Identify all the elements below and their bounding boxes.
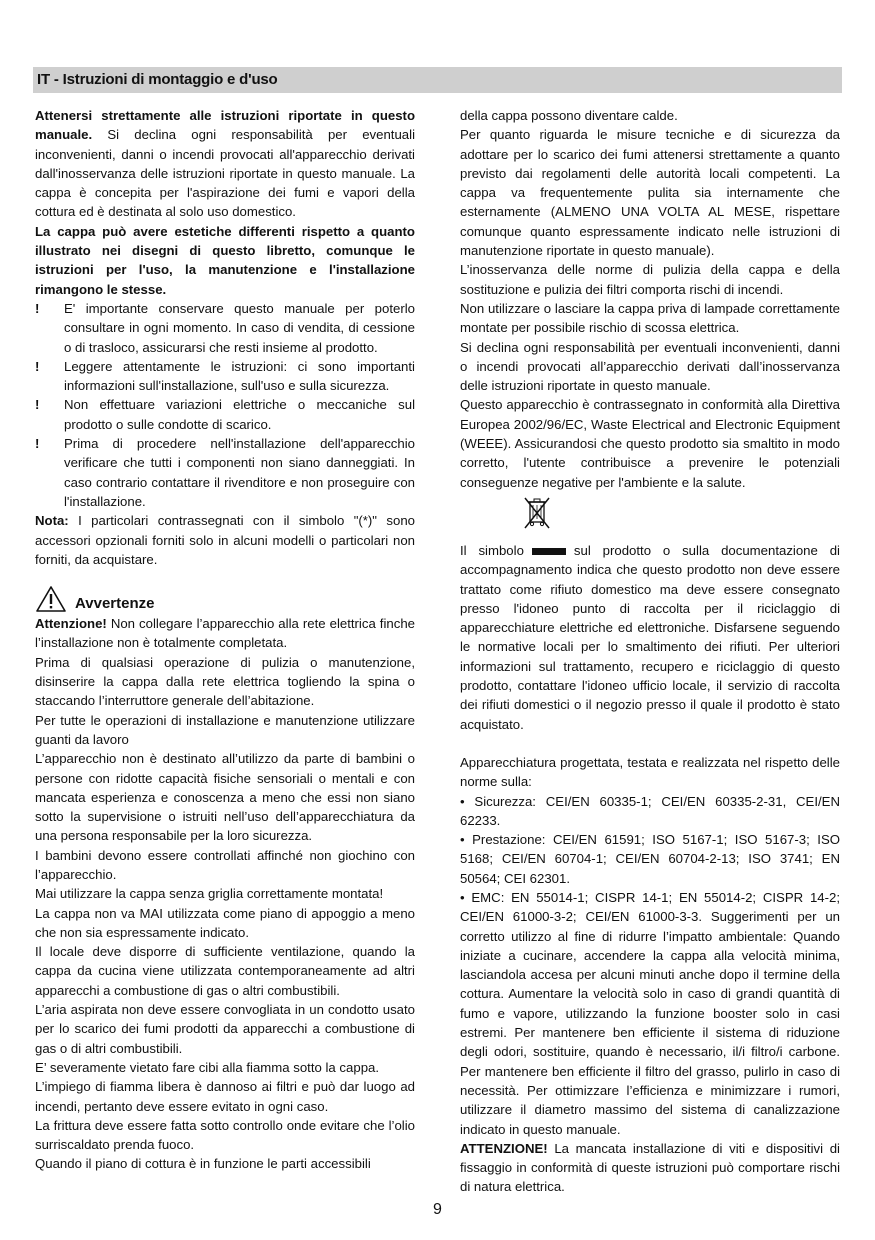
warning-paragraph: Prima di qualsiasi operazione di pulizia o manutenzione, disinserire la cappa dalla rete elettrica togliendo la spina o staccando l’interruttore generale dell’abitazione. <box>35 654 415 709</box>
right-column <box>460 106 840 1197</box>
warning-paragraph: L’apparecchio non è destinato all’utilizzo da parte di bambini o persone con ridotte capacità fisiche sensoriali o mentali e con mancata esperienza e conoscenza a meno che essi non siano sotto la supervisione o istruiti nell’uso dell’apparecchiatura da una persona responsabile per la loro sicurezza. <box>35 751 415 844</box>
section-header <box>33 67 842 93</box>
info-paragraph: L’inosservanza delle norme di pulizia della cappa e della sostituzione e pulizia dei filtri comporta rischi di incendi. <box>460 262 840 297</box>
bullet-item: ! Leggere attentamente le istruzioni: ci sono importanti informazioni sull'installazione, sull'uso e sulla sicurezza. <box>35 358 415 394</box>
left-column <box>35 106 415 1174</box>
norm-item: • Sicurezza: CEI/EN 60335-1; CEI/EN 60335-2-31, CEI/EN 62233. <box>460 793 840 828</box>
final-warning: ATTENZIONE! La mancata installazione di viti e dispositivi di fissaggio in conformità di queste istruzioni può comportare rischi di natura elettrica. <box>460 1140 840 1195</box>
bullet-item: ! E' importante conservare questo manuale per poterlo consultare in ogni momento. In caso di vendita, di cessione o di trasloco, assicurarsi che resti insieme al prodotto. <box>35 300 415 355</box>
bullet-item: ! Prima di procedere nell'installazione dell'apparecchio verificare che tutti i componenti non siano danneggiati. In caso contrario contattare il rivenditore e non proseguire con l'installazione. <box>35 436 415 509</box>
norm-item: • EMC: EN 55014-1; CISPR 14-1; EN 55014-2; CISPR 14-2; CEI/EN 61000-3-2; CEI/EN 61000-3-3. Suggerimenti per un corretto utilizzo al fine di ridurre l’impatto ambientale: Quando iniziate a cucinare, accendere la cappa alla velocità minima, lasciandola accesa per alcuni minuti anche dopo il termine della cottura. Aumentare la velocità solo in caso di grandi quantità di fumo e vapore, utilizzando la funzione booster solo in casi estremi. Per mantenere ben efficiente il sistema di riduzione degli odori, sostituire, quando è necessario, il/i filtro/i carbone. Per mantenere ben efficiente il filtro del grasso, pulirlo in caso di necessità. Per ottimizzare l’efficienza e minimizzare i rumori, utilizzare il diametro massimo del sistema di canalizzazione indicato in questo manuale. <box>460 889 840 1137</box>
warning-paragraph: La cappa non va MAI utilizzata come piano di appoggio a meno che non sia espressamente indicato. <box>35 905 415 940</box>
norm-item: • Prestazione: CEI/EN 61591; ISO 5167-1; ISO 5167-3; ISO 5168; CEI/EN 60704-1; CEI/EN 60704-2-13; ISO 3741; EN 50564; CEI 62301. <box>460 832 840 886</box>
section-title: IT - Istruzioni di montaggio e d'uso <box>37 71 278 88</box>
crossed-bin-icon <box>522 496 552 534</box>
warning-paragraph: La frittura deve essere fatta sotto controllo onde evitare che l’olio surriscaldato prenda fuoco. <box>35 1117 415 1153</box>
warning-paragraph: E’ severamente vietato fare cibi alla fiamma sotto la cappa. <box>35 1059 380 1075</box>
norms-intro: Apparecchiatura progettata, testata e realizzata nel rispetto delle norme sulla: <box>460 754 840 790</box>
info-paragraph: Non utilizzare o lasciare la cappa priva di lampade correttamente montate per possibile rischio di scossa elettrica. <box>460 300 840 336</box>
attention-paragraph: Attenzione! Non collegare l’apparecchio alla rete elettrica finche l’installazione non è totalmente completata. <box>35 616 415 651</box>
warning-paragraph: L’impiego di fiamma libera è dannoso ai filtri e può dar luogo ad incendi, pertanto deve essere evitato in ogni caso. <box>35 1079 415 1114</box>
weee-bar-symbol <box>532 548 566 555</box>
info-paragraph: Questo apparecchio è contrassegnato in conformità alla Direttiva Europea 2002/96/EC, Waste Electrical and Electronic Equipment (WEEE). Assicurandosi che questo prodotto sia smaltito in modo corretto, l'utente contribuisce a prevenire le potenziali conseguenze negative per l'ambiente e la salute. <box>460 397 840 490</box>
warning-paragraph: Il locale deve disporre di sufficiente ventilazione, quando la cappa da cucina viene utilizzata contemporaneamente ad altri apparecchi a combustione di gas o altri combustibili. <box>35 944 415 998</box>
info-paragraph: della cappa possono diventare calde. <box>460 108 678 123</box>
warning-paragraph: Quando il piano di cottura è in funzione le parti accessibili <box>35 1156 371 1172</box>
warning-paragraph: Mai utilizzare la cappa senza griglia correttamente montata! <box>35 886 384 902</box>
symbol-paragraph: Il simbolo sul prodotto o sulla documentazione di accompagnamento indica che questo prodotto non deve essere trattato come rifiuto domestico ma deve essere consegnato presso l'idoneo punto di raccolta per il riciclaggio di apparecchiature elettriche ed elettroniche. Disfarsene seguendo le normative locali per lo smaltimento dei rifiuti. Per ulteriori informazioni sul trattamento, recupero e riciclaggio di questo prodotto, contattare l'idoneo ufficio locale, il servizio di raccolta dei rifiuti domestici o il negozio presso il quale il prodotto è stato acquistato. <box>460 542 840 732</box>
warning-triangle-icon <box>35 585 67 613</box>
intro-paragraph: Attenersi strettamente alle istruzioni riportate in questo manuale. Si declina ogni responsabilità per eventuali inconvenienti, danni o incendi provocati all'apparecchio derivati dall'inosservanza delle istruzioni riportate in questo manuale. La cappa è concepita per l'aspirazione dei fumi e vapori della cottura ed è destinata al solo uso domestico. <box>35 108 415 220</box>
page-number: 9 <box>433 1201 442 1218</box>
nota-paragraph: Nota: I particolari contrassegnati con il simbolo "(*)" sono accessori opzionali forniti solo in alcuni modelli o particolari non forniti, da acquistare. <box>35 513 415 567</box>
aesthetic-note: La cappa può avere estetiche differenti rispetto a quanto illustrato nei disegni di questo libretto, comunque le istruzioni per l'uso, la manutenzione e l'installazione rimangono le stesse. <box>35 223 415 297</box>
warning-paragraph: Per tutte le operazioni di installazione e manutenzione utilizzare guanti da lavoro <box>35 712 415 747</box>
bullet-item: ! Non effettuare variazioni elettriche o meccaniche sul prodotto o sulle condotte di scarico. <box>35 397 415 432</box>
warning-paragraph: I bambini devono essere controllati affinché non giochino con l’apparecchio. <box>35 847 415 882</box>
info-paragraph: Per quanto riguarda le misure tecniche e di sicurezza da adottare per lo scarico dei fumi attenersi strettamente a quanto previsto dai regolamenti delle autorità locali competenti. La cappa va frequentemente pulita sia internamente che esternamente (ALMENO UNA VOLTA AL MESE, rispettare comunque quanto espressamente indicato nelle istruzioni di manutenzione riportate in questo manuale). <box>460 127 840 259</box>
warning-paragraph: L’aria aspirata non deve essere convogliata in un condotto usato per lo scarico dei fumi prodotti da apparecchi a combustione di gas o di altri combustibili. <box>35 1002 415 1056</box>
warning-heading <box>35 585 415 613</box>
info-paragraph: Si declina ogni responsabilità per eventuali inconvenienti, danni o incendi provocati all’apparecchio derivati dall’inosservanza delle istruzioni riportate in questo manuale. <box>460 339 840 394</box>
warning-title: Avvertenze <box>75 594 155 612</box>
